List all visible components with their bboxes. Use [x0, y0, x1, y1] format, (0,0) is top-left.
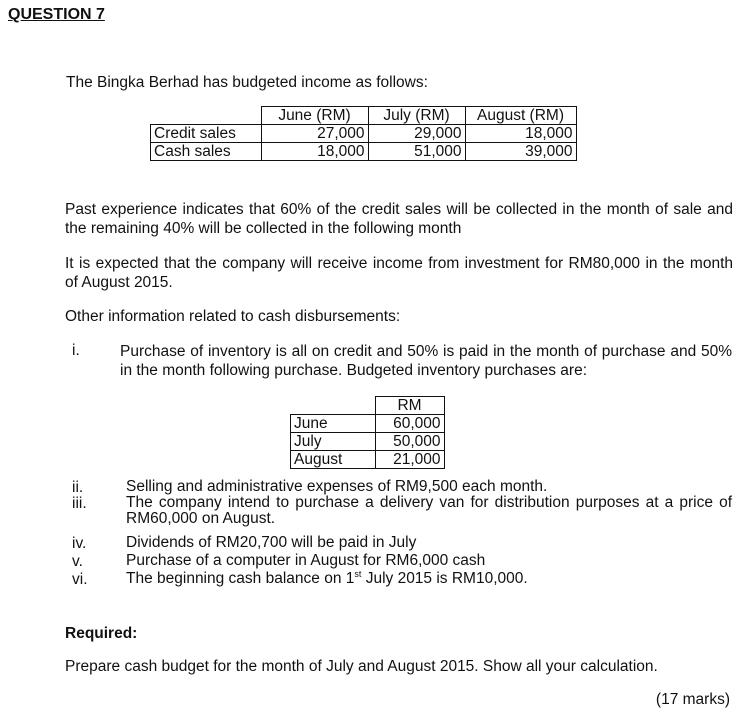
beginning-balance-before: The beginning cash balance on 1	[126, 570, 355, 587]
purchases-header-rm: RM	[375, 397, 444, 415]
credit-sales-june: 27,000	[261, 125, 368, 143]
inventory-purchases-table	[290, 396, 445, 469]
item-numeral-i: i.	[72, 342, 80, 359]
item-text-inventory: Purchase of inventory is all on credit and 50% is paid in the month of purchase and 50% in the month following purchase. Budgeted inventory purchases are:	[120, 343, 732, 379]
purchases-month-august: August	[291, 451, 376, 469]
item-text-dividends: Dividends of RM20,700 will be paid in July	[126, 534, 417, 551]
table-row	[151, 125, 577, 143]
credit-sales-august: 18,000	[465, 125, 576, 143]
item-numeral-vi: vi.	[72, 571, 88, 588]
table-row	[291, 433, 445, 451]
item-text-computer: Purchase of a computer in August for RM6,000 cash	[126, 552, 486, 569]
purchases-header-row	[291, 397, 445, 415]
beginning-balance-after: July 2015 is RM10,000.	[361, 570, 528, 587]
required-text: Prepare cash budget for the month of July and August 2015. Show all your calculation.	[65, 658, 658, 675]
disbursements-intro: Other information related to cash disbursements:	[65, 308, 401, 325]
item-text-beginning-balance	[126, 568, 732, 587]
cash-sales-july: 51,000	[368, 143, 465, 161]
credit-sales-july: 29,000	[368, 125, 465, 143]
table-row	[291, 451, 445, 469]
income-header-july: July (RM)	[368, 107, 465, 125]
table-row	[151, 143, 577, 161]
item-text-selling-expenses: Selling and administrative expenses of RM9,500 each month.	[126, 478, 548, 495]
income-header-june: June (RM)	[261, 107, 368, 125]
item-numeral-v: v.	[72, 553, 83, 570]
purchases-month-june: June	[291, 415, 376, 433]
purchases-table-corner	[291, 397, 376, 415]
income-table-header-row	[151, 107, 577, 125]
intro-text: The Bingka Berhad has budgeted income as follows:	[66, 74, 428, 91]
income-table	[150, 106, 577, 161]
purchases-value-june: 60,000	[375, 415, 444, 433]
row-label-credit-sales: Credit sales	[151, 125, 262, 143]
purchases-month-july: July	[291, 433, 376, 451]
collection-paragraph: Past experience indicates that 60% of the credit sales will be collected in the month of sale and the remaining 40% will be collected in the following month	[65, 201, 733, 237]
beginning-balance-superscript: st	[354, 568, 362, 579]
income-header-august: August (RM)	[465, 107, 576, 125]
item-text-delivery-van: The company intend to purchase a delivery van for distribution purposes at a price of RM60,000 on August.	[126, 494, 732, 527]
row-label-cash-sales: Cash sales	[151, 143, 262, 161]
cash-sales-june: 18,000	[261, 143, 368, 161]
item-numeral-iv: iv.	[72, 535, 87, 552]
question-title: QUESTION 7	[8, 6, 105, 23]
purchases-value-august: 21,000	[375, 451, 444, 469]
item-numeral-ii: ii.	[72, 479, 84, 496]
item-numeral-iii: iii.	[72, 495, 87, 512]
table-row	[291, 415, 445, 433]
required-label: Required:	[65, 625, 138, 642]
income-table-corner	[151, 107, 262, 125]
marks-label: (17 marks)	[655, 691, 730, 708]
investment-paragraph: It is expected that the company will receive income from investment for RM80,000 in the month of August 2015.	[65, 255, 733, 291]
purchases-value-july: 50,000	[375, 433, 444, 451]
cash-sales-august: 39,000	[465, 143, 576, 161]
